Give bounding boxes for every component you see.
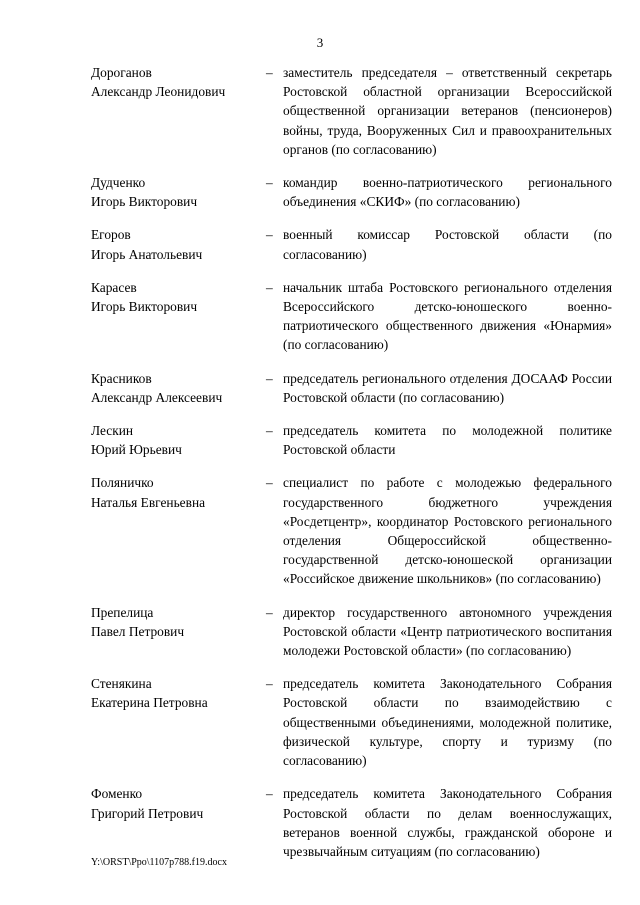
member-entry <box>91 225 612 263</box>
member-name <box>91 421 266 459</box>
dash-separator: – <box>266 676 273 692</box>
member-roster <box>91 63 612 861</box>
member-surname: Фоменко <box>91 786 143 802</box>
member-name <box>91 278 266 355</box>
member-surname: Дороганов <box>91 65 152 80</box>
dash-separator: – <box>266 370 273 386</box>
member-given-names: Екатерина Петровна <box>91 695 208 711</box>
member-entry <box>91 674 612 770</box>
dash-separator: – <box>266 604 273 620</box>
dash-separator: – <box>266 279 273 295</box>
member-entry <box>91 369 612 407</box>
member-role: председатель комитета по молодежной политике Ростовской области <box>283 423 612 458</box>
member-role: военный комиссар Ростовской области (по согласованию) <box>283 227 612 262</box>
member-role: начальник штаба Ростовского регионального отделения Всероссийского детско-юношеского военно-патриотического общественного движения «Юнармия» (по согласованию) <box>283 279 612 353</box>
member-given-names: Игорь Викторович <box>91 194 198 210</box>
member-surname: Стенякина <box>91 676 152 692</box>
member-role: директор государственного автономного учреждения Ростовской области «Центр патриотического воспитания молодежи Ростовской области» (по согласованию) <box>283 604 612 659</box>
member-role: командир военно-патриотического регионального объединения «СКИФ» (по согласованию) <box>283 175 612 210</box>
member-surname: Карасев <box>91 279 137 295</box>
member-surname: Красников <box>91 370 152 386</box>
dash-separator: – <box>266 227 273 243</box>
member-given-names: Павел Петрович <box>91 623 185 639</box>
page-number: 3 <box>316 35 324 50</box>
member-given-names: Григорий Петрович <box>91 805 204 821</box>
member-given-names: Наталья Евгеньевна <box>91 494 206 510</box>
member-entry <box>91 63 612 159</box>
member-role: председатель комитета Законодательного Собрания Ростовской области по делам военнослужащих, ветеранов военной службы, гражданской обороне и чрезвычайным ситуациям (по согласованию) <box>283 786 612 859</box>
member-given-names: Александр Леонидович <box>91 84 226 100</box>
member-entry <box>91 421 612 459</box>
dash-separator: – <box>266 65 273 80</box>
member-given-names: Игорь Анатольевич <box>91 246 203 262</box>
member-entry <box>91 784 612 861</box>
member-role: заместитель председателя – ответственный секретарь Ростовской областной организации Всероссийской общественной организации ветеранов (пенсионеров) войны, труда, Вооруженных Сил и правоохранительных органов (по согласованию) <box>283 65 612 157</box>
member-surname: Препелица <box>91 604 154 620</box>
dash-separator: – <box>266 786 273 802</box>
dash-separator: – <box>266 175 273 191</box>
member-name <box>91 225 266 263</box>
member-entry <box>91 173 612 211</box>
member-name <box>91 603 266 661</box>
member-given-names: Юрий Юрьевич <box>91 442 182 458</box>
member-name <box>91 674 266 770</box>
document-file-path: Y:\ORST\Ppo\1107p788.f19.docx <box>91 857 227 868</box>
member-name <box>91 173 266 211</box>
member-name <box>91 63 266 159</box>
member-surname: Поляничко <box>91 475 154 491</box>
dash-separator: – <box>266 475 273 491</box>
member-entry <box>91 603 612 661</box>
dash-separator: – <box>266 423 273 439</box>
member-entry <box>91 473 612 588</box>
member-surname: Лескин <box>91 423 134 439</box>
member-name <box>91 369 266 407</box>
member-name <box>91 784 266 861</box>
member-role: председатель комитета Законодательного Собрания Ростовской области по взаимодействию с общественными объединениями, молодежной политике, физической культуре, спорту и туризму (по согласованию) <box>283 676 612 769</box>
member-surname: Дудченко <box>91 175 146 191</box>
member-role: специалист по работе с молодежью федерального государственного бюджетного учреждения «Росдетцентр», координатор Ростовского регионального отделения Общероссийской общественно-государственной детско-юношеской организации «Российское движение школьников» (по согласованию) <box>283 475 612 587</box>
member-given-names: Игорь Викторович <box>91 299 198 315</box>
member-role: председатель регионального отделения ДОСААФ России Ростовской области (по согласованию) <box>283 370 612 405</box>
member-entry <box>91 278 612 355</box>
member-name <box>91 473 266 588</box>
member-surname: Егоров <box>91 227 131 243</box>
member-given-names: Александр Алексеевич <box>91 389 223 405</box>
